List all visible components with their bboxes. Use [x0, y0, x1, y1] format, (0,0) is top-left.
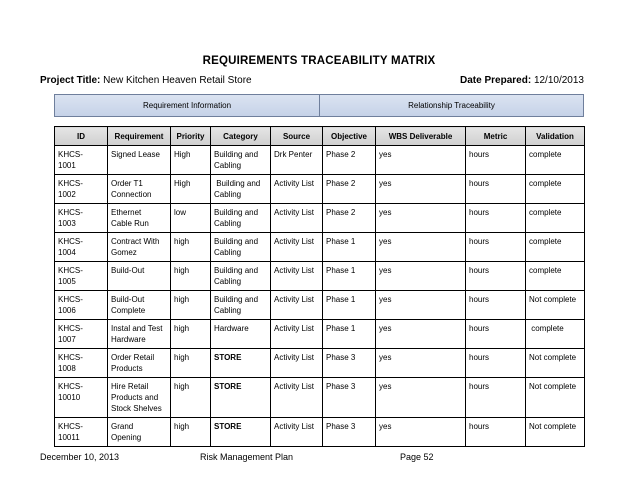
requirement-information-header: Requirement Information: [55, 95, 320, 116]
cell-source: Activity List: [271, 320, 323, 349]
cell-requirement: Hire Retail Products and Stock Shelves: [108, 378, 171, 418]
cell-metric: hours: [466, 291, 526, 320]
cell-priority: high: [171, 233, 211, 262]
column-header-priority: Priority: [171, 127, 211, 146]
cell-category: Building and Cabling: [211, 291, 271, 320]
section-header-bar: [54, 94, 584, 117]
cell-validation: Not complete: [526, 418, 585, 447]
cell-wbs-deliverable: yes: [376, 175, 466, 204]
cell-objective: Phase 1: [323, 320, 376, 349]
traceability-table: [54, 126, 585, 447]
cell-source: Activity List: [271, 233, 323, 262]
cell-category: Building and Cabling: [211, 233, 271, 262]
footer-document-name: Risk Management Plan: [200, 452, 294, 462]
cell-source: Activity List: [271, 418, 323, 447]
cell-metric: hours: [466, 349, 526, 378]
footer-date: December 10, 2013: [40, 452, 120, 462]
column-header-validation: Validation: [526, 127, 585, 146]
cell-priority: high: [171, 378, 211, 418]
cell-wbs-deliverable: yes: [376, 320, 466, 349]
cell-requirement: Signed Lease: [108, 146, 171, 175]
cell-validation: complete: [526, 175, 585, 204]
table-row: [55, 418, 585, 447]
cell-wbs-deliverable: yes: [376, 262, 466, 291]
document-title: REQUIREMENTS TRACEABILITY MATRIX: [202, 55, 436, 67]
cell-validation: complete: [526, 320, 585, 349]
cell-requirement: Instal and Test Hardware: [108, 320, 171, 349]
cell-metric: hours: [466, 262, 526, 291]
cell-source: Activity List: [271, 349, 323, 378]
cell-requirement: Build-Out Complete: [108, 291, 171, 320]
cell-objective: Phase 3: [323, 418, 376, 447]
cell-id: KHCS- 1002: [55, 175, 108, 204]
cell-source: Activity List: [271, 175, 323, 204]
cell-category: Building and Cabling: [211, 175, 271, 204]
cell-validation: complete: [526, 233, 585, 262]
cell-source: Drk Penter: [271, 146, 323, 175]
cell-priority: high: [171, 320, 211, 349]
table-row: [55, 262, 585, 291]
cell-priority: high: [171, 262, 211, 291]
cell-priority: high: [171, 418, 211, 447]
cell-objective: Phase 2: [323, 146, 376, 175]
cell-priority: high: [171, 349, 211, 378]
cell-category: STORE: [211, 418, 271, 447]
cell-metric: hours: [466, 146, 526, 175]
cell-objective: Phase 1: [323, 291, 376, 320]
cell-id: KHCS- 10011: [55, 418, 108, 447]
cell-priority: High: [171, 175, 211, 204]
cell-id: KHCS- 1006: [55, 291, 108, 320]
cell-id: KHCS- 10010: [55, 378, 108, 418]
cell-metric: hours: [466, 320, 526, 349]
cell-metric: hours: [466, 418, 526, 447]
cell-validation: complete: [526, 146, 585, 175]
column-header-source: Source: [271, 127, 323, 146]
cell-id: KHCS- 1001: [55, 146, 108, 175]
date-prepared-label: Date Prepared:: [460, 75, 532, 86]
column-header-requirement: Requirement: [108, 127, 171, 146]
cell-wbs-deliverable: yes: [376, 291, 466, 320]
cell-objective: Phase 1: [323, 262, 376, 291]
cell-id: KHCS- 1004: [55, 233, 108, 262]
column-header-id: ID: [55, 127, 108, 146]
table-row: [55, 320, 585, 349]
date-prepared-value: 12/10/2013: [533, 75, 584, 86]
cell-metric: hours: [466, 378, 526, 418]
cell-validation: Not complete: [526, 378, 585, 418]
cell-requirement: Build-Out: [108, 262, 171, 291]
cell-category: Building and Cabling: [211, 146, 271, 175]
cell-wbs-deliverable: yes: [376, 349, 466, 378]
relationship-traceability-header: Relationship Traceability: [408, 101, 495, 110]
cell-wbs-deliverable: yes: [376, 378, 466, 418]
cell-wbs-deliverable: yes: [376, 146, 466, 175]
cell-wbs-deliverable: yes: [376, 418, 466, 447]
cell-requirement: Ethernet Cable Run: [108, 204, 171, 233]
cell-validation: Not complete: [526, 349, 585, 378]
cell-metric: hours: [466, 233, 526, 262]
date-prepared: [460, 75, 584, 86]
table-row: [55, 146, 585, 175]
cell-category: Building and Cabling: [211, 262, 271, 291]
cell-priority: high: [171, 291, 211, 320]
cell-validation: complete: [526, 204, 585, 233]
cell-category: Building and Cabling: [211, 204, 271, 233]
cell-requirement: Grand Opening: [108, 418, 171, 447]
cell-priority: High: [171, 146, 211, 175]
cell-id: KHCS- 1008: [55, 349, 108, 378]
project-title: [40, 75, 252, 86]
cell-requirement: Contract With Gomez: [108, 233, 171, 262]
cell-objective: Phase 3: [323, 378, 376, 418]
cell-metric: hours: [466, 204, 526, 233]
cell-id: KHCS- 1003: [55, 204, 108, 233]
column-header-metric: Metric: [466, 127, 526, 146]
cell-category: STORE: [211, 378, 271, 418]
table-row: [55, 349, 585, 378]
cell-objective: Phase 3: [323, 349, 376, 378]
column-header-wbs-deliverable: WBS Deliverable: [376, 127, 466, 146]
cell-requirement: Order Retail Products: [108, 349, 171, 378]
cell-source: Activity List: [271, 262, 323, 291]
column-header-category: Category: [211, 127, 271, 146]
table-header-row: [55, 127, 585, 146]
cell-source: Activity List: [271, 291, 323, 320]
project-title-label: Project Title:: [40, 75, 101, 86]
cell-objective: Phase 1: [323, 233, 376, 262]
table-row: [55, 291, 585, 320]
cell-category: STORE: [211, 349, 271, 378]
footer-page-number: Page 52: [400, 452, 434, 462]
cell-requirement: Order T1 Connection: [108, 175, 171, 204]
cell-category: Hardware: [211, 320, 271, 349]
column-header-objective: Objective: [323, 127, 376, 146]
cell-wbs-deliverable: yes: [376, 204, 466, 233]
cell-validation: Not complete: [526, 291, 585, 320]
cell-validation: complete: [526, 262, 585, 291]
cell-objective: Phase 2: [323, 204, 376, 233]
cell-source: Activity List: [271, 378, 323, 418]
table-row: [55, 204, 585, 233]
cell-source: Activity List: [271, 204, 323, 233]
cell-id: KHCS- 1007: [55, 320, 108, 349]
table-row: [55, 378, 585, 418]
project-title-value: New Kitchen Heaven Retail Store: [103, 75, 252, 86]
table-row: [55, 233, 585, 262]
cell-objective: Phase 2: [323, 175, 376, 204]
cell-id: KHCS- 1005: [55, 262, 108, 291]
cell-wbs-deliverable: yes: [376, 233, 466, 262]
cell-priority: low: [171, 204, 211, 233]
table-row: [55, 175, 585, 204]
cell-metric: hours: [466, 175, 526, 204]
